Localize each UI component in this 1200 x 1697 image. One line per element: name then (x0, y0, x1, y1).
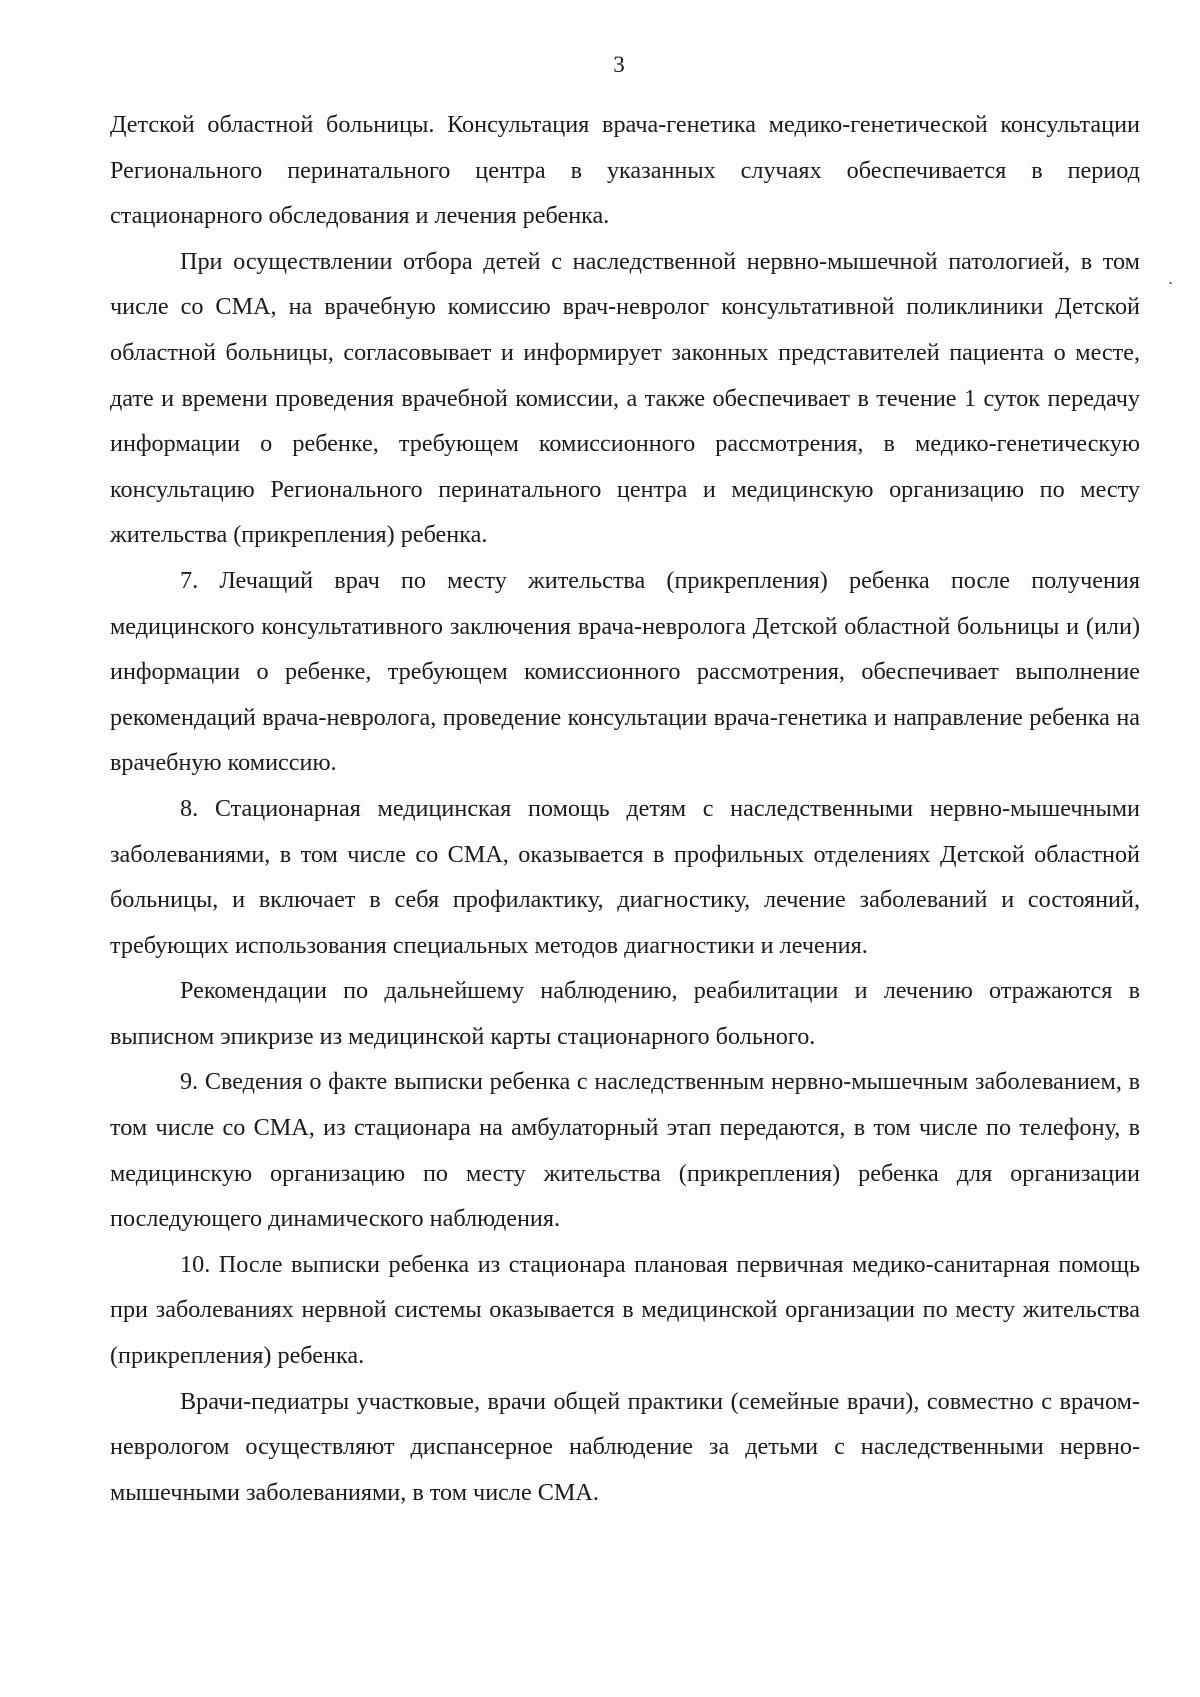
paragraph-item-8: 8. Стационарная медицинская помощь детям с наследственными нервно-мышечными заболеваниями, в том числе со СМА, оказывается в профильных отделениях Детской областной больницы, и включает в себя профилактику, диагностику, лечение заболеваний и состояний, требующих использования специальных методов диагностики и лечения. (110, 794, 1140, 959)
paragraph-item-9: 9. Сведения о факте выписки ребенка с наследственным нервно-мышечным заболеванием, в том числе со СМА, из стационара на амбулаторный этап передаются, в том числе по телефону, в медицинскую организацию по месту жительства (прикрепления) ребенка для организации последующего динамического наблюдения. (110, 1068, 1140, 1233)
paragraph-item-10: 10. После выписки ребенка из стационара плановая первичная медико-санитарная помощь при заболеваниях нервной системы оказывается в медицинской организации по месту жительства (прикрепления) ребенка. (110, 1250, 1140, 1370)
paragraph-continuation: Детской областной больницы. Консультация врача-генетика медико-генетической консультации Регионального перинатального центра в указанных случаях обеспечивается в период стационарного обследования и лечения ребенка. (110, 111, 1140, 230)
scan-speck (1169, 282, 1172, 284)
paragraph-item-7: 7. Лечащий врач по месту жительства (прикрепления) ребенка после получения медицинского консультативного заключения врача-невролога Детской областной больницы и (или) информации о ребенке, требующем комиссионного рассмотрения, обеспечивает выполнение рекомендаций врача-невролога, проведение консультации врача-генетика и направление ребенка на врачебную комиссию. (110, 566, 1140, 777)
document-body (110, 102, 1140, 1515)
paragraph-follow-up: Врачи-педиатры участковые, врачи общей практики (семейные врачи), совместно с врачом-неврологом осуществляют диспансерное наблюдение за детьми с наследственными нервно-мышечными заболеваниями, в том числе СМА. (110, 1387, 1140, 1506)
page-number: 3 (613, 52, 625, 77)
paragraph-recommendations: Рекомендации по дальнейшему наблюдению, реабилитации и лечению отражаются в выписном эпикризе из медицинской карты стационарного больного. (110, 977, 1140, 1050)
paragraph-selection-procedure: При осуществлении отбора детей с наследственной нервно-мышечной патологией, в том числе со СМА, на врачебную комиссию врач-невролог консультативной поликлиники Детской областной больницы, согласовывает и информирует законных представителей пациента о месте, дате и времени проведения врачебной комиссии, а также обеспечивает в течение 1 суток передачу информации о ребенке, требующем комиссионного рассмотрения, в медико-генетическую консультацию Регионального перинатального центра и медицинскую организацию по месту жительства (прикрепления) ребенка. (110, 247, 1140, 549)
